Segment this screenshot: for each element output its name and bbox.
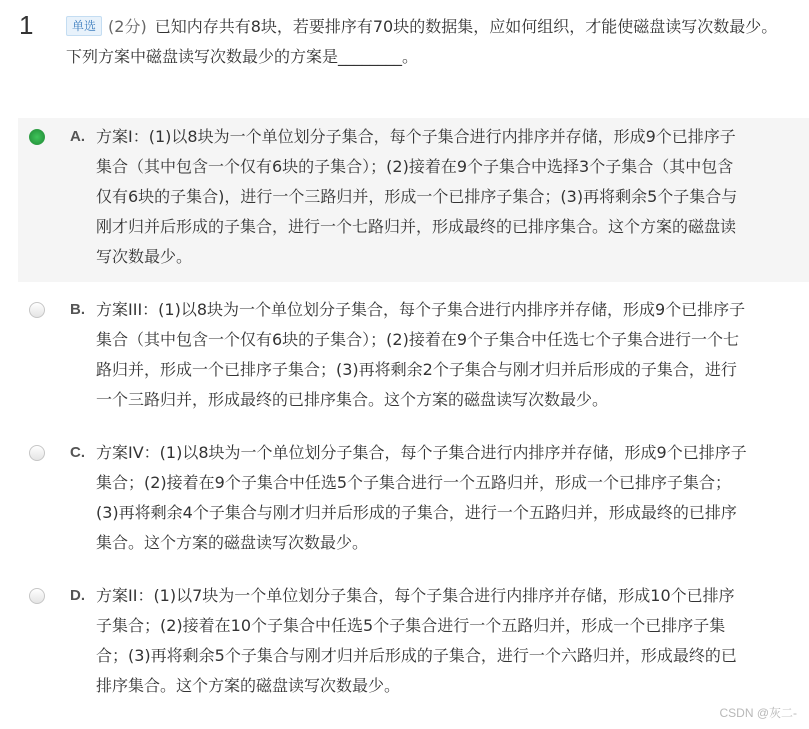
option-letter: A. <box>70 128 85 145</box>
radio-unselected-icon[interactable] <box>29 302 45 318</box>
option-c[interactable] <box>18 434 809 568</box>
radio-unselected-icon[interactable] <box>29 588 45 604</box>
option-letter: C. <box>70 444 85 461</box>
radio-selected-icon[interactable] <box>29 129 45 145</box>
option-letter: D. <box>70 587 85 604</box>
question-type-badge: 单选 <box>66 16 102 36</box>
radio-unselected-icon[interactable] <box>29 445 45 461</box>
option-text: 方案I：(1)以8块为一个单位划分子集合，每个子集合进行内排序并存储，形成9个已排序子集合（其中包含一个仅有6块的子集合）；(2)接着在9个子集合中选择3个子集合（其中包含仅有6块的子集合)，进行一个三路归并，形成一个已排序子集合；(3)再将剩余5个子集合与刚才归并后形成的子集合，进行一个七路归并，形成最终的已排序集合。这个方案的磁盘读写次数最少。 <box>96 127 738 266</box>
question-stem <box>66 12 786 72</box>
question-score: (2分) <box>108 17 147 36</box>
options-list <box>18 118 809 711</box>
option-text: 方案III：(1)以8块为一个单位划分子集合，每个子集合进行内排序并存储，形成9个已排序子集合（其中包含一个仅有6块的子集合）；(2)接着在9个子集合中任选七个子集合进行一个七路归并，形成一个已排序子集合；(3)再将剩余2个子集合与刚才归并后形成的子集合，进行一个三路归并，形成最终的已排序集合。这个方案的磁盘读写次数最少。 <box>96 300 746 409</box>
option-b[interactable] <box>18 291 809 425</box>
question-text: 已知内存共有8块，若要排序有70块的数据集，应如何组织，才能使磁盘读写次数最少。下列方案中磁盘读写次数最少的方案是________。 <box>66 17 778 66</box>
option-d[interactable] <box>18 577 809 711</box>
option-a[interactable] <box>18 118 809 282</box>
watermark: CSDN @灰二- <box>719 706 797 720</box>
option-text: 方案IV：(1)以8块为一个单位划分子集合，每个子集合进行内排序并存储，形成9个已排序子集合；(2)接着在9个子集合中任选5个子集合进行一个五路归并，形成一个已排序子集合；(3)再将剩余4个子集合与刚才归并后形成的子集合，进行一个五路归并，形成最终的已排序集合。这个方案的磁盘读写次数最少。 <box>96 443 747 552</box>
option-text: 方案II：(1)以7块为一个单位划分子集合，每个子集合进行内排序并存储，形成10个已排序子集合；(2)接着在10个子集合中任选5个子集合进行一个五路归并，形成一个已排序子集合；(3)再将剩余5个子集合与刚才归并后形成的子集合，进行一个六路归并，形成最终的已排序集合。这个方案的磁盘读写次数最少。 <box>96 586 737 695</box>
option-letter: B. <box>70 301 85 318</box>
question-number: 1 <box>19 10 34 40</box>
